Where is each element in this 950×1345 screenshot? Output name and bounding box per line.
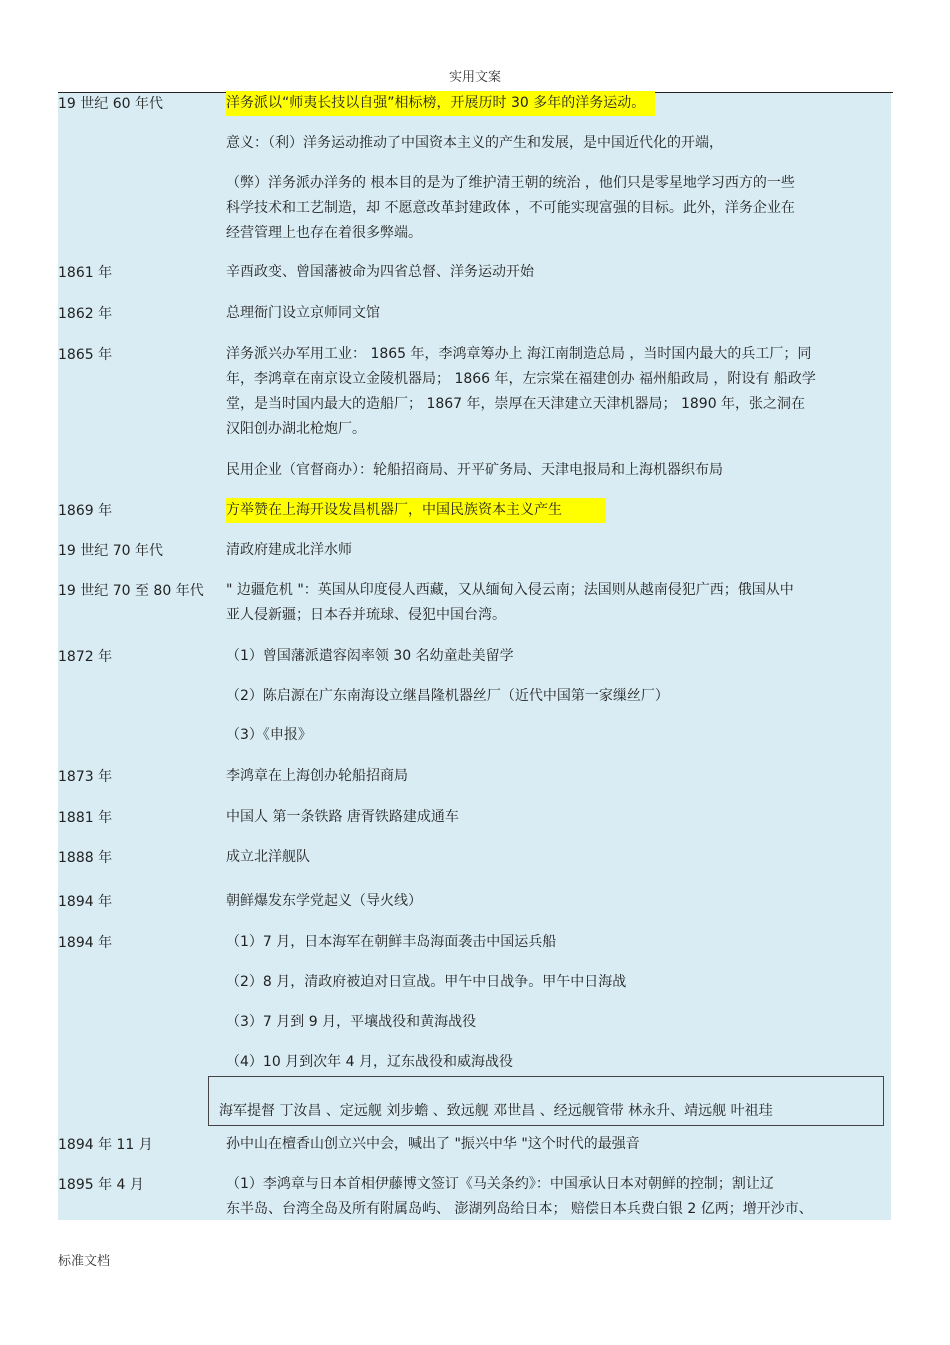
row-date: 1894 年 [58,935,113,951]
row-date: 1872 年 [58,649,113,665]
row-content [226,1132,886,1157]
highlighted-text: 方举赞在上海开设发昌机器厂，中国民族资本主义产生 [226,498,606,523]
row-date: 1894 年 [58,894,113,910]
row-content [226,301,886,326]
content-line [226,498,886,523]
page-header: 实用文案 [448,70,501,85]
content-line: 中国人 第一条铁路 唐胥铁路建成通车 [226,809,459,825]
content-line: 东半岛、台湾全岛及所有附属岛屿、 澎湖列岛给日本； 赔偿日本兵费白银 2 亿两；增开沙市、 [226,1201,813,1217]
content-line: （2）陈启源在广东南海设立继昌隆机器丝厂（近代中国第一家缫丝厂） [226,688,669,704]
content-line: （4）10 月到次年 4 月，辽东战役和威海战役 [226,1054,513,1070]
row-date: 1888 年 [58,850,113,866]
row-date: 1861 年 [58,265,113,281]
content-line: （3）7 月到 9 月，平壤战役和黄海战役 [226,1014,477,1030]
row-content [226,684,886,709]
content-line: （1）李鸿章与日本首相伊藤博文签订《马关条约》：中国承认日本对朝鲜的控制；割让辽 [226,1176,774,1192]
row-content [226,970,886,995]
row-content [226,260,886,285]
page-footer: 标准文档 [58,1254,111,1269]
row-date: 1865 年 [58,347,113,363]
content-line: 清政府建成北洋水师 [226,542,352,558]
row-content [226,723,886,748]
row-date: 1869 年 [58,503,113,519]
content-line: 辛酉政变、曾国藩被命为四省总督、洋务运动开始 [226,264,534,280]
row-date: 19 世纪 70 至 80 年代 [58,583,204,599]
row-content [226,1172,886,1222]
row-content [226,538,886,563]
row-date: 19 世纪 70 年代 [58,543,163,559]
row-content [226,805,886,830]
content-line: 朝鲜爆发东学党起义（导火线） [226,893,422,909]
highlighted-text: 洋务派以“师夷长技以自强”相标榜，开展历时 30 多年的洋务运动。 [226,91,655,116]
content-line: （3）《申报》 [226,727,312,743]
content-line: （2）8 月，清政府被迫对日宣战。甲午中日战争。甲午中日海战 [226,974,627,990]
content-line: （弊）洋务派办洋务的 根本目的是为了维护清王朝的统治 ，他们只是零星地学习西方的一些 [226,175,795,191]
row-content [226,131,886,156]
commanders-box [208,1076,884,1126]
row-date: 1862 年 [58,306,113,322]
row-content [226,930,886,955]
content-line [226,91,886,116]
row-content [226,644,886,669]
row-content [226,91,886,116]
content-line: （1）7 月，日本海军在朝鲜丰岛海面袭击中国运兵船 [226,934,557,950]
row-content [226,342,886,442]
content-line: 总理衙门设立京师同文馆 [226,305,380,321]
row-content [226,578,886,628]
row-date: 19 世纪 60 年代 [58,96,163,112]
content-line: 民用企业（官督商办）：轮船招商局、开平矿务局、天津电报局和上海机器织布局 [226,462,723,478]
row-date: 1873 年 [58,769,113,785]
row-content [226,1050,886,1075]
row-date: 1881 年 [58,810,113,826]
content-line: 经营管理上也存在着很多弊端。 [226,225,422,241]
content-line: 成立北洋舰队 [226,849,310,865]
content-line: " 边疆危机 "：英国从印度侵人西藏，又从缅甸入侵云南；法国则从越南侵犯广西；俄国从中 [226,582,794,598]
content-line: 李鸿章在上海创办轮船招商局 [226,768,408,784]
commanders-text: 海军提督 丁汝昌 、定远舰 刘步蟾 、致远舰 邓世昌 、经远舰管带 林永升、靖远舰 叶祖珪 [219,1103,773,1119]
row-content [226,764,886,789]
row-date: 1894 年 11 月 [58,1137,153,1153]
row-date: 1895 年 4 月 [58,1177,144,1193]
content-line: 孙中山在檀香山创立兴中会，喊出了 "振兴中华 "这个时代的最强音 [226,1136,640,1152]
content-line: 科学技术和工艺制造，却 不愿意改革封建政体 ，不可能实现富强的目标。此外，洋务企业在 [226,200,795,216]
content-line: 汉阳创办湖北枪炮厂。 [226,421,366,437]
row-content [226,171,886,246]
row-content [226,498,886,523]
row-content [226,458,886,483]
row-content [226,1010,886,1035]
content-line: 洋务派兴办军用工业： 1865 年，李鸿章筹办上 海江南制造总局 ，当时国内最大的兵工厂；同 [226,346,812,362]
content-line: 堂，是当时国内最大的造船厂； 1867 年，崇厚在天津建立天津机器局； 1890 年，张之洞在 [226,396,806,412]
row-content [226,889,886,914]
content-line: 亚人侵新疆；日本吞并琉球、侵犯中国台湾。 [226,607,506,623]
content-line: 年，李鸿章在南京设立金陵机器局； 1866 年，左宗棠在福建创办 福州船政局 ，附设有 船政学 [226,371,816,387]
content-line: 意义：（利）洋务运动推动了中国资本主义的产生和发展，是中国近代化的开端， [226,135,723,151]
row-content [226,845,886,870]
content-line: （1）曾国藩派遣容闳率领 30 名幼童赴美留学 [226,648,514,664]
